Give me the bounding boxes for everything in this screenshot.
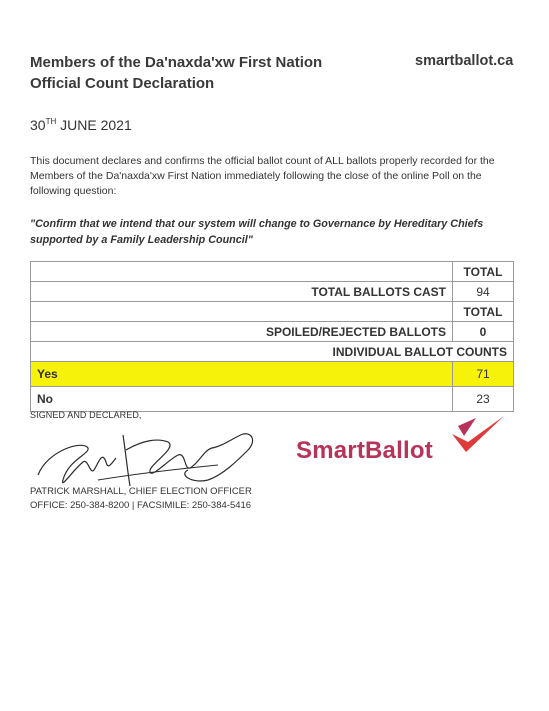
org-name: Members of the Da'naxda'xw First Nation — [30, 54, 323, 71]
document-type: Official Count Declaration — [30, 75, 215, 92]
results-table — [30, 261, 514, 412]
individual-counts-header: INDIVIDUAL BALLOT COUNTS — [31, 342, 514, 362]
date-month-year: JUNE 2021 — [60, 117, 132, 133]
declaration-date — [30, 117, 132, 133]
table-row — [31, 262, 514, 282]
intro-paragraph: This document declares and confirms the official ballot count of ALL ballots properly recorded for the Members of the Da'naxda'xw First Nation immediately following the close of the online Poll on the following question: — [30, 155, 495, 197]
signer-contact: OFFICE: 250-384-8200 | FACSIMILE: 250-384-5416 — [30, 500, 252, 511]
no-label: No — [31, 387, 453, 412]
total-ballots-label: TOTAL BALLOTS CAST — [31, 282, 453, 302]
no-count: 23 — [453, 387, 514, 412]
date-day: 30 — [30, 117, 46, 133]
smartballot-logo — [296, 412, 511, 472]
signer-name-title: PATRICK MARSHALL, CHIEF ELECTION OFFICER — [30, 486, 252, 497]
site-url: smartballot.ca — [415, 53, 514, 69]
table-row — [31, 282, 514, 302]
logo-wordmark: SmartBallot — [296, 437, 433, 464]
date-ordinal: TH — [45, 117, 57, 126]
signed-label: SIGNED AND DECLARED, — [30, 410, 142, 420]
table-row — [31, 302, 514, 322]
table-row — [31, 322, 514, 342]
table-row — [31, 342, 514, 362]
total-header: TOTAL — [453, 262, 514, 282]
spoiled-ballots-label: SPOILED/REJECTED BALLOTS — [31, 322, 453, 342]
total-header: TOTAL — [453, 302, 514, 322]
table-row — [31, 362, 514, 387]
checkmark-icon — [448, 412, 508, 462]
table-row — [31, 387, 514, 412]
yes-count: 71 — [453, 362, 514, 387]
table-cell — [31, 262, 453, 282]
table-cell — [31, 302, 453, 322]
total-ballots-value: 94 — [453, 282, 514, 302]
spoiled-ballots-value: 0 — [453, 322, 514, 342]
yes-label: Yes — [31, 362, 453, 387]
poll-question: "Confirm that we intend that our system will change to Governance by Hereditary Chiefs supported by a Family Leadership Council" — [30, 218, 484, 246]
declaration-title — [30, 52, 322, 94]
